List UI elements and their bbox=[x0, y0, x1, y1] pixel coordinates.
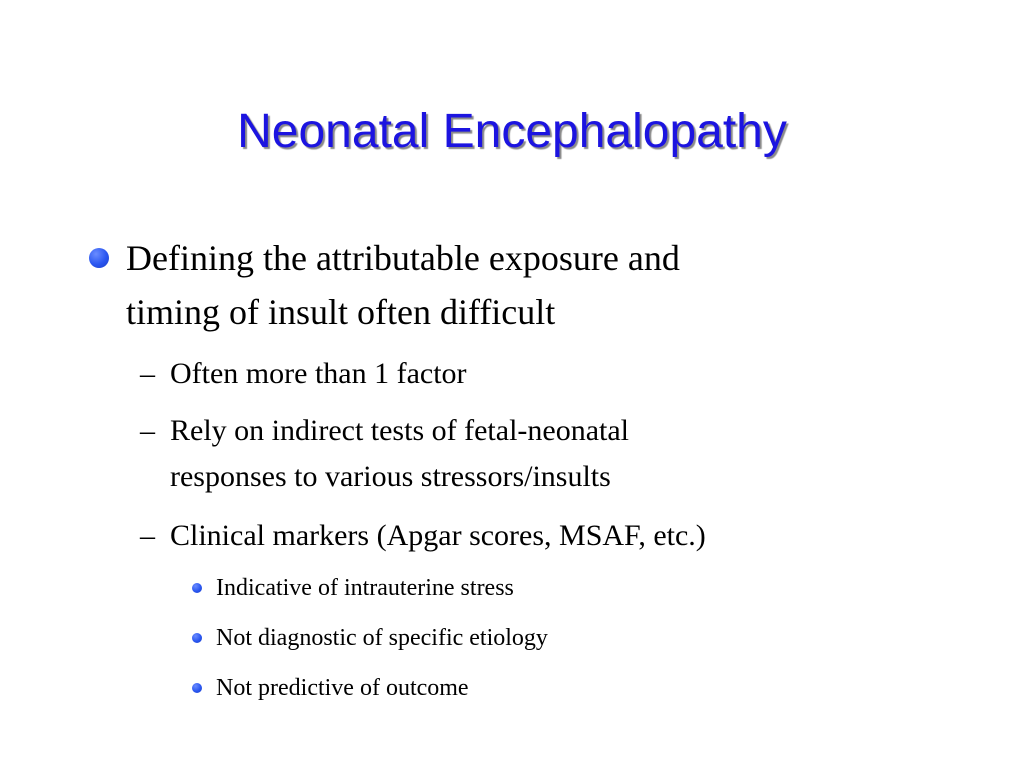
sub-bullet-2-line-2: responses to various stressors/insults bbox=[170, 460, 611, 493]
small-bullet-circle-icon bbox=[192, 583, 202, 593]
sub-bullet-1: Often more than 1 factor bbox=[170, 357, 467, 390]
dash-bullet-icon: – bbox=[140, 414, 155, 447]
slide-title: Neonatal Encephalopathy bbox=[237, 105, 787, 158]
sub-sub-bullet-3: Not predictive of outcome bbox=[216, 675, 469, 701]
dash-bullet-icon: – bbox=[140, 519, 155, 552]
dash-bullet-icon: – bbox=[140, 357, 155, 390]
sub-bullet-3: Clinical markers (Apgar scores, MSAF, etc.) bbox=[170, 519, 706, 552]
sub-bullet-2-line-1: Rely on indirect tests of fetal-neonatal bbox=[170, 414, 630, 447]
main-bullet-line-1: Defining the attributable exposure and bbox=[126, 238, 680, 278]
small-bullet-circle-icon bbox=[192, 683, 202, 693]
main-bullet-line-2: timing of insult often difficult bbox=[126, 292, 556, 332]
bullet-circle-icon bbox=[89, 248, 109, 268]
sub-sub-bullet-1: Indicative of intrauterine stress bbox=[216, 575, 514, 601]
small-bullet-circle-icon bbox=[192, 633, 202, 643]
sub-sub-bullet-2: Not diagnostic of specific etiology bbox=[216, 625, 548, 651]
